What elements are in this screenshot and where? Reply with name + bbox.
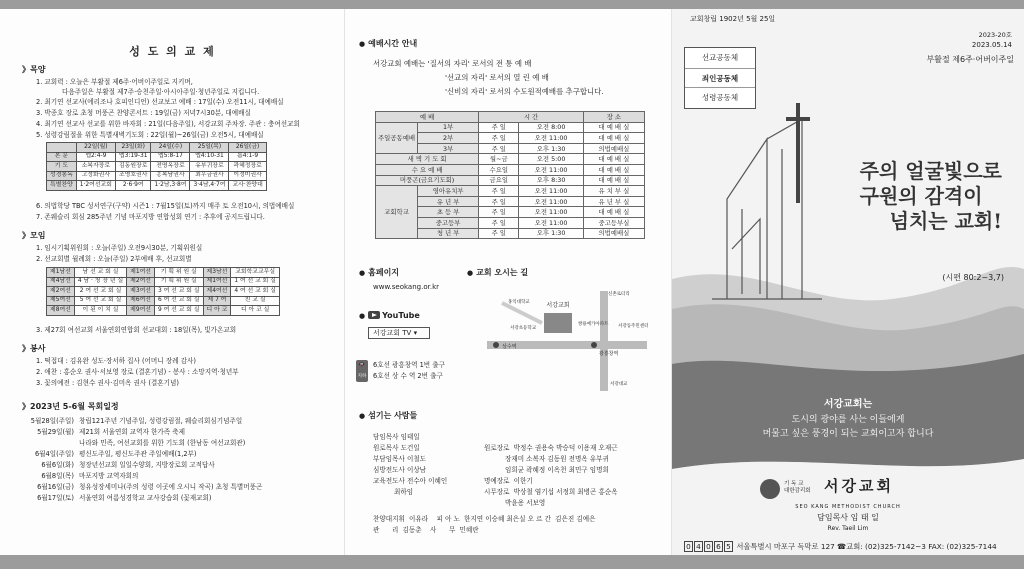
logo-denomination <box>784 481 811 495</box>
staff-line: 원로장로 박정수 권용숙 박승덕 이용재 오재근 <box>484 444 618 452</box>
pastor-name: 담임목사 임 태 일 <box>817 513 879 522</box>
table-cell: 홍복남권사 <box>151 171 190 181</box>
service-day: 주 일 <box>479 186 519 197</box>
service-time: 오전 8:00 <box>519 122 583 133</box>
table-cell: 제5여선 <box>47 296 75 306</box>
event-date: 6월16일(금) <box>37 483 74 491</box>
table-cell: 1·2여선교회 <box>76 181 115 191</box>
map-label: 광흥창역 <box>599 351 619 357</box>
youtube-icon <box>368 311 380 319</box>
table-cell: 남 선 교 회 실 <box>74 268 126 278</box>
event-item <box>16 461 215 469</box>
event-text: 청유성장세미나(주의 성령 이곳에 오시니 작곡) 초청 특별머풍곤 <box>79 483 263 491</box>
map-label: 서강대교 <box>610 382 628 387</box>
news-line: 3. 박종호 장로 초청 머풍곤 찬양콘서트 : 19일(금) 저녁7시30분, 대예배실 <box>36 109 251 117</box>
service-day: 주 일 <box>479 122 519 133</box>
zip-digit: 6 <box>714 541 723 552</box>
staff-line: 명예장로 이한기 <box>484 477 533 485</box>
church-sketch <box>712 119 822 299</box>
service-time: 오후 8:30 <box>519 175 583 186</box>
table-cell: 엡3:19-31 <box>115 152 151 162</box>
event-text: 마포지방 교역자회의 <box>79 472 139 480</box>
church-logo <box>760 479 956 499</box>
badge-item: 성령공동체 <box>701 93 739 102</box>
service-time: 오전 5:00 <box>519 154 583 165</box>
service-time: 오전 11:00 <box>519 207 583 218</box>
logo-small-line: 대한감리회 <box>784 488 811 494</box>
table-cell: 곽혜정장로 <box>229 162 266 172</box>
staff-line: 시무장로 박상철 염기섭 서정희 최병곤 홍순옥 <box>484 488 618 496</box>
event-text: 청장년선교회 일일수양회, 지방장로회 고적답사 <box>79 461 215 469</box>
table-cell: 이 된 이 치 실 <box>74 306 126 316</box>
table-row <box>47 277 280 287</box>
table-cell: 유부귀장로 <box>190 162 229 172</box>
youtube-channel-select[interactable] <box>368 327 430 339</box>
table-header-row <box>376 112 645 123</box>
event-text: 제21회 서울연회 교역자 한가족 축제 <box>79 428 185 436</box>
event-date: 5월28일(주일) <box>30 417 74 425</box>
directions-heading-text: 교회 오시는 길 <box>476 268 529 277</box>
event-date: 5월29일(월) <box>37 428 74 436</box>
bullet-icon: ● <box>467 269 474 277</box>
table-cell: 제 7 여 <box>203 296 231 306</box>
service-day: 금요일 <box>479 175 519 186</box>
intro-line: 서강교회 예배는 '질서의 자리' 로서의 전 통 예 배 <box>373 59 532 68</box>
table-cell: 디 아 코 실 <box>231 306 280 316</box>
table-cell: 디 아 코 <box>203 306 231 316</box>
map-label: 서강교회 <box>546 302 570 309</box>
table-row <box>47 287 280 297</box>
subway-icon-glyph: 🚇 <box>359 363 365 368</box>
map-label: 홍익대학교 <box>508 300 530 305</box>
bullet-icon: ● <box>359 269 366 277</box>
table-header: 예 배 <box>376 112 479 123</box>
mission-line: 도시의 광야를 사는 이들에게 <box>791 414 905 425</box>
table-cell: 엡5:8-17 <box>151 152 190 162</box>
pastor-english: Rev. Taeil Lim <box>827 525 869 532</box>
event-text: 서울연회 여름성경학교 교사강습회 (꽃재교회) <box>79 494 212 502</box>
table-cell: 3·4남,4·7여 <box>190 181 229 191</box>
table-row <box>376 175 645 186</box>
table-cell: 제1여선 <box>127 268 155 278</box>
service-place: 대 예 배 실 <box>583 175 644 186</box>
table-cell: 제4남선 <box>47 277 75 287</box>
table-row <box>47 171 267 181</box>
staff-heading <box>359 411 417 421</box>
psalm-reference: (시편 80:2~3,7) <box>942 273 1004 282</box>
theme-slogan <box>860 159 1002 234</box>
subway-line: 6호선 상 수 역 2번 출구 <box>373 372 443 380</box>
service-part: 3부 <box>418 143 479 154</box>
table-cell: 제9여선 <box>127 306 155 316</box>
church-building <box>544 313 572 333</box>
table-cell: 3 여 선 교 회 실 <box>154 287 203 297</box>
table-cell: 제2여선 <box>127 277 155 287</box>
youtube-channel-label: 서강교회 TV <box>373 329 412 337</box>
service-time: 오후 1:30 <box>519 143 583 154</box>
staff-line: 심방전도사 이상남 <box>373 466 427 474</box>
service-day: 수요일 <box>479 164 519 175</box>
service-place: 중고등부실 <box>583 217 644 228</box>
service-day: 주 일 <box>479 133 519 144</box>
fellowship-panel <box>0 9 345 555</box>
table-row <box>47 306 280 316</box>
table-row <box>376 122 645 133</box>
subway-line: 6호선 광흥창역 1번 출구 <box>373 361 446 369</box>
service-place: 의법예배실 <box>583 143 644 154</box>
meeting-line: 2. 선교회별 월례회 : 오늘(주일) 2부예배 후, 선교회별 <box>36 255 192 263</box>
table-cell: 4 여 선 교 회 실 <box>231 287 280 297</box>
logo-name: 서강교회 <box>824 477 894 495</box>
table-cell: 9 여 선 교 회 실 <box>154 306 203 316</box>
dawn-prayer-table <box>46 142 267 191</box>
bullet-icon: ● <box>359 312 366 320</box>
table-cell: 제6여선 <box>127 296 155 306</box>
table-row <box>376 186 645 197</box>
event-date: 6월8일(목) <box>41 472 74 480</box>
service-group: 수 요 예 배 <box>376 164 479 175</box>
service-time: 오후 1:30 <box>519 228 583 239</box>
row-label: 본 문 <box>47 152 77 162</box>
news-line: 7. 존웨슬리 회심 285주년 기념 마포지방 연합성회 연기 : 추후에 공지드립니다. <box>36 213 265 221</box>
table-cell: 2·6·9여 <box>115 181 151 191</box>
row-label: 기 도 <box>47 162 77 172</box>
service-place: 대 예 배 실 <box>583 207 644 218</box>
event-date: 6월17일(토) <box>37 494 74 502</box>
service-day: 주 일 <box>479 228 519 239</box>
service-part: 2부 <box>418 133 479 144</box>
event-item <box>16 472 138 480</box>
staff-line: 박윤용 서보영 <box>484 499 546 507</box>
row-label: 성경봉독 <box>47 171 77 181</box>
logo-small-line: 기 독 교 <box>784 481 804 487</box>
table-cell: 롬4:1-9 <box>229 152 266 162</box>
table-cell: 최우금권사 <box>190 171 229 181</box>
bottom-band <box>0 555 1024 569</box>
staff-line: 최하임 <box>373 488 414 496</box>
service-day: 주 일 <box>479 217 519 228</box>
service-place: 대 예 배 실 <box>583 154 644 165</box>
map-label: 서강동주민센터 <box>618 324 649 329</box>
directions-map <box>482 283 657 393</box>
schedule-heading-text: 2023년 5-6월 목회일정 <box>30 402 119 411</box>
table-cell: 이정미권사 <box>229 171 266 181</box>
zip-digit: 4 <box>694 541 703 552</box>
table-row <box>47 162 267 172</box>
table-header: 24일(수) <box>151 143 190 153</box>
staff-line: 담임목사 임태일 <box>373 433 420 441</box>
cover-panel <box>672 9 1024 555</box>
homepage-link[interactable]: www.seokang.or.kr <box>373 283 439 291</box>
bullet-icon: ● <box>359 412 366 420</box>
table-header: 시 간 <box>479 112 584 123</box>
cross-icon <box>786 103 810 203</box>
event-date: 6월6일(화) <box>41 461 74 469</box>
news-line: 5. 성령강림절을 위한 특별새벽기도회 : 22일(월)~26일(금) 오전5시, 대예배실 <box>36 131 264 139</box>
subway-icon <box>356 360 368 390</box>
table-cell: 제3남선 <box>203 268 231 278</box>
staff-line: 장재미 소복자 김동원 전명옥 유부귀 <box>484 455 609 463</box>
news-line: 다음주일은 부활절 제7주·승천주일·아시아주일·청년주일로 지킵니다. <box>62 88 260 96</box>
zip-digit: 0 <box>684 541 693 552</box>
table-cell: 제3여선 <box>127 287 155 297</box>
worship-heading <box>359 39 417 49</box>
map-label: 신촌로터리 <box>608 292 630 297</box>
staff-line: 원로목사 도건일 <box>373 444 420 452</box>
service-place: 의법예배실 <box>583 228 644 239</box>
service-place: 유 치 부 실 <box>583 186 644 197</box>
slogan-line: 넘치는 교회! <box>889 209 1002 233</box>
youtube-heading <box>359 311 420 321</box>
service-part: 유 년 부 <box>418 196 479 207</box>
table-cell: 1·2남,3·8여 <box>151 181 190 191</box>
mission-line: 서강교회는 <box>823 399 873 410</box>
table-cell: 제1여선 <box>203 277 231 287</box>
table-row <box>47 268 280 278</box>
event-item <box>16 483 262 491</box>
logo-emblem-icon <box>760 479 780 499</box>
staff-line: 관 리 김동춘 사 무 민혜란 <box>373 526 479 534</box>
table-cell: 6 여 선 교 회 실 <box>154 296 203 306</box>
table-cell: 조영호권사 <box>115 171 151 181</box>
table-row <box>47 181 267 191</box>
service-time: 오전 11:00 <box>519 186 583 197</box>
top-band <box>0 0 1024 9</box>
service-part: 초 등 부 <box>418 207 479 218</box>
staff-heading-text: 섬기는 사람들 <box>368 411 418 420</box>
service-group: 새 벽 기 도 회 <box>376 154 479 165</box>
table-cell: 2 여 선 교 회 실 <box>74 287 126 297</box>
news-line: 4. 최기연 선교사 선교를 위한 바자회 : 21일(다음주일), 서강교회 주차장. 주관 : 충여선교회 <box>36 120 300 128</box>
mission-line: 머물고 싶은 풍경이 되는 교회이고자 합니다 <box>762 428 934 439</box>
homepage-heading-text: 홈페이지 <box>368 268 400 277</box>
service-part: 1부 <box>418 122 479 133</box>
service-time: 오전 11:00 <box>519 217 583 228</box>
map-label: 상수역 <box>502 344 517 350</box>
event-text: 평신도주일, 평신도주관 주일예배(1,2부) <box>79 450 197 458</box>
table-header: 25일(목) <box>190 143 229 153</box>
schedule-heading: 》2023년 5-6월 목회일정 <box>22 402 119 411</box>
table-cell: 1 여 선 교 회 실 <box>231 277 280 287</box>
chevron-down-icon: ▾ <box>413 329 418 337</box>
service-part: 중고등부 <box>418 217 479 228</box>
homepage-heading <box>359 268 399 278</box>
event-text: 나라와 민족, 여선교회를 위한 기도회 (한남동 여선교회관) <box>79 439 246 447</box>
table-cell: 제8여선 <box>47 306 75 316</box>
event-item <box>16 417 242 425</box>
table-cell: 소복자장로 <box>76 162 115 172</box>
meeting-line: 3. 제27회 여선교회 서울연회연합회 선교대회 : 18일(목), 빛가온교회 <box>36 326 237 334</box>
service-line: 3. 꽃의예전 : 김현수 권사·김미옥 권사 (결혼기념) <box>36 379 179 387</box>
zip-digit: 5 <box>724 541 733 552</box>
table-header: 장 소 <box>583 112 644 123</box>
service-place: 대 예 배 실 <box>583 122 644 133</box>
event-item <box>16 450 196 458</box>
staff-line: 부담임목사 이철도 <box>373 455 427 463</box>
event-date: 6월4일(주일) <box>34 450 74 458</box>
event-item <box>16 428 185 436</box>
established-date: 교회창립 1902년 5월 25일 <box>690 15 776 23</box>
intro-line: '선교의 자리' 로서의 열 린 예 배 <box>445 73 549 82</box>
service-place: 대 예 배 실 <box>583 164 644 175</box>
zip-digit: 0 <box>704 541 713 552</box>
meetings-heading: 》모임 <box>22 231 46 240</box>
news-line: 6. 의법학당 TBC 성서연구(구약) 시즌1 : 7월15일(토)까지 매주 토 오전10시, 의법예배실 <box>36 202 295 210</box>
logo-english: SEO KANG METHODIST CHURCH <box>795 504 901 510</box>
table-cell: 제1남선 <box>47 268 75 278</box>
meeting-line: 1. 임시기획위원회 : 오늘(주일) 오전9시30분, 기획위원실 <box>36 244 203 252</box>
table-cell: 제2여선 <box>47 287 75 297</box>
subway-icon-label: 지하철 <box>357 374 367 390</box>
service-line: 1. 떡접대 : 김유완 성도·장서하 집사 (어머니 장례 감사) <box>36 357 196 365</box>
panel-title: 성 도 의 교 제 <box>129 45 216 58</box>
issue-number: 2023-20호 <box>978 31 1012 39</box>
service-time: 오전 11:00 <box>519 164 583 175</box>
map-label: 서강초등학교 <box>510 326 537 331</box>
worship-heading-text: 예배시간 안내 <box>368 39 418 48</box>
table-cell: 교회학교교무실 <box>231 268 280 278</box>
intro-line: '신비의 자리' 로서의 수도원적예배를 추구합니다. <box>445 87 604 96</box>
map-label: 쌍용예가아파트 <box>578 322 609 327</box>
service-day: 주 일 <box>479 207 519 218</box>
address-text: 서울특별시 마포구 독막로 127 ☎교회: (02)325-7142~3 FAX: (02)325-7144 <box>734 542 997 551</box>
service-time: 오전 11:00 <box>519 196 583 207</box>
table-cell: 5 여 선 교 회 실 <box>74 296 126 306</box>
table-row <box>376 154 645 165</box>
service-line: 2. 애찬 : 홍순오 권사·서보영 장로 (결혼기념) - 봉사 : 소망지역·청년부 <box>36 368 239 376</box>
table-cell: 엡4:10-31 <box>190 152 229 162</box>
community-badge <box>684 47 756 109</box>
staff-line: 임희균 곽혜정 이옥천 최민구 임명희 <box>484 466 609 474</box>
service-heading: 》봉사 <box>22 344 46 353</box>
service-day: 월~금 <box>479 154 519 165</box>
issue-date: 2023.05.14 <box>971 41 1012 49</box>
service-part: 청 년 부 <box>418 228 479 239</box>
table-cell: 기 획 위 원 실 <box>154 268 203 278</box>
bullet-icon: ● <box>359 40 366 48</box>
worship-schedule-table <box>375 111 645 239</box>
table-cell: 친 교 실 <box>231 296 280 306</box>
table-header: 26일(금) <box>229 143 266 153</box>
mission-statement <box>672 399 1024 440</box>
news-line: 2. 최기연 선교사(에리조나 호피인디언) 선교보고 예배 : 17일(수) 오전11시, 대예배실 <box>36 98 284 106</box>
table-cell: 제4여선 <box>203 287 231 297</box>
table-row <box>376 164 645 175</box>
table-row <box>47 152 267 162</box>
table-cell: 김동원장로 <box>115 162 151 172</box>
badge-item: 선교공동체 <box>701 53 739 62</box>
service-time: 오전 11:00 <box>519 133 583 144</box>
table-header: 22일(월) <box>76 143 115 153</box>
event-text: 창립121주년 기념주일, 성령강림절, 웨슬리회심기념주일 <box>79 417 243 425</box>
slogan-line: 구원의 감격이 <box>859 184 983 208</box>
table-cell: 4 남 · 청 장 년 실 <box>74 277 126 287</box>
table-cell: 고정화권사 <box>76 171 115 181</box>
service-group: 주일공동예배 <box>376 122 418 154</box>
event-item <box>16 439 245 447</box>
service-day: 주 일 <box>479 196 519 207</box>
service-place: 대 예 배 실 <box>583 133 644 144</box>
table-header: 23일(화) <box>115 143 151 153</box>
slogan-line: 주의 얼굴빛으로 <box>859 159 1002 183</box>
table-row <box>47 296 280 306</box>
address-line <box>684 541 997 552</box>
liturgical-week: 부활절 제6주·어버이주일 <box>926 55 1014 64</box>
event-item <box>16 494 211 502</box>
badge-item: 죄인공동체 <box>685 68 755 88</box>
table-cell: 교사·찬양대 <box>229 181 266 191</box>
news-line: 1. 교회력 : 오늘은 부활절 제6주·어버이주일로 지키며, <box>36 78 193 86</box>
mission-room-table <box>46 267 280 316</box>
service-day: 주 일 <box>479 143 519 154</box>
youtube-heading-text: YouTube <box>382 311 420 320</box>
directions-heading <box>467 268 528 278</box>
service-part: 영아유치부 <box>418 186 479 197</box>
row-label: 특별찬양 <box>47 181 77 191</box>
table-cell: 엡2:4-9 <box>76 152 115 162</box>
service-group: 머풍곤(금요기도회) <box>376 175 479 186</box>
news-heading: 》목양 <box>22 65 46 74</box>
service-place: 유 년 부 실 <box>583 196 644 207</box>
staff-line: 교육전도사 전수아 이혜인 <box>373 477 448 485</box>
table-cell: 전명옥장로 <box>151 162 190 172</box>
staff-line: 찬양대지휘 이유라 피 아 노 한지연 이승혜 최은실 오 르 간 김은진 김예은 <box>373 515 596 523</box>
table-cell: 기 획 위 원 실 <box>154 277 203 287</box>
map-road <box>600 291 608 391</box>
service-group: 교회학교 <box>376 186 418 239</box>
